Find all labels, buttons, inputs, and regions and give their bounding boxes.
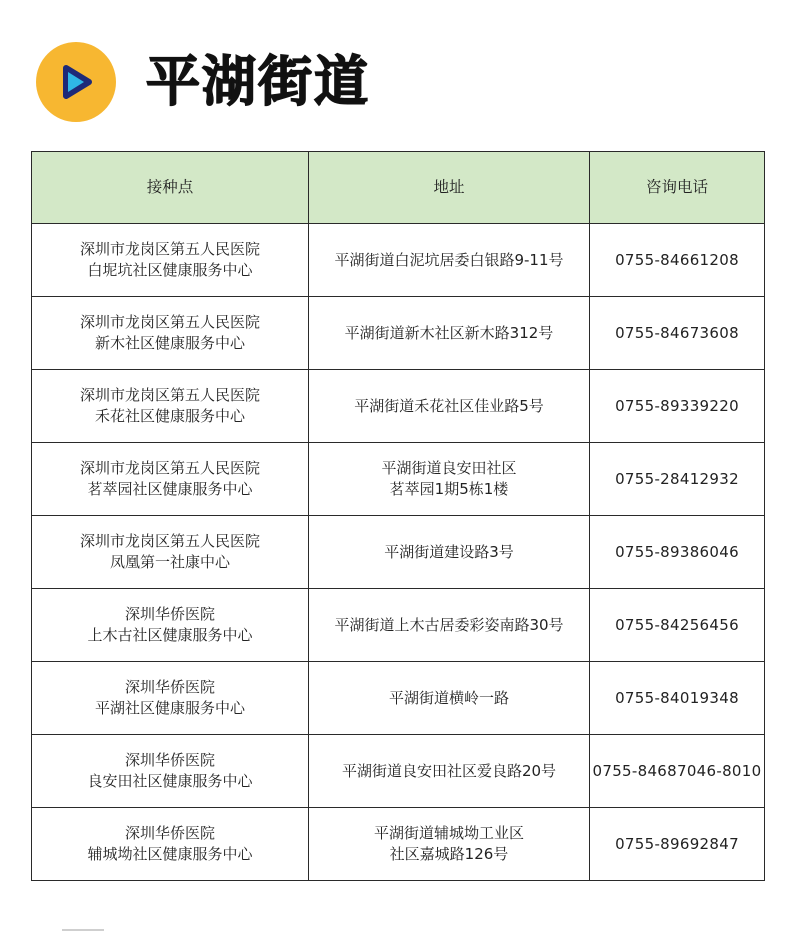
phone-cell: 0755-28412932: [590, 443, 765, 516]
address-line: 平湖街道辅城坳工业区: [373, 824, 524, 842]
address-line: 茗萃园1期5栋1楼: [389, 480, 509, 498]
address-line: 平湖街道禾花社区佳业路5号: [354, 396, 544, 415]
table-body: [32, 224, 765, 881]
table-row: [32, 662, 765, 735]
page-header: [36, 42, 370, 122]
address-cell: [309, 589, 590, 662]
play-badge: [36, 42, 116, 122]
site-cell: [32, 370, 309, 443]
address-cell: [309, 224, 590, 297]
address-cell: [309, 443, 590, 516]
play-icon: [56, 62, 96, 102]
table-row: [32, 370, 765, 443]
site-name-line: 白坭坑社区健康服务中心: [87, 261, 253, 279]
phone-cell: 0755-89339220: [590, 370, 765, 443]
address-cell: [309, 808, 590, 881]
address-cell: [309, 516, 590, 589]
table-row: [32, 297, 765, 370]
address-line: 平湖街道良安田社区: [381, 459, 517, 477]
address-line: 平湖街道上木古居委彩姿南路30号: [334, 615, 564, 634]
site-name-line: 深圳华侨医院: [124, 605, 215, 623]
site-name-line: 深圳市龙岗区第五人民医院: [79, 240, 260, 258]
site-name-line: 平湖社区健康服务中心: [94, 699, 245, 717]
site-cell: [32, 443, 309, 516]
address-line: 平湖街道良安田社区爱良路20号: [341, 761, 557, 780]
phone-cell: 0755-84661208: [590, 224, 765, 297]
phone-cell: 0755-84673608: [590, 297, 765, 370]
column-header-address: 地址: [309, 152, 590, 224]
address-cell: [309, 370, 590, 443]
column-header-site: 接种点: [32, 152, 309, 224]
site-cell: [32, 735, 309, 808]
table-header-row: [32, 152, 765, 224]
site-cell: [32, 808, 309, 881]
site-cell: [32, 516, 309, 589]
vaccination-sites-table: [31, 151, 765, 881]
phone-cell: 0755-89692847: [590, 808, 765, 881]
table-row: [32, 589, 765, 662]
site-name-line: 辅城坳社区健康服务中心: [87, 845, 253, 863]
phone-cell: 0755-89386046: [590, 516, 765, 589]
site-name-line: 凤凰第一社康中心: [109, 553, 230, 571]
table-row: [32, 808, 765, 881]
site-name-line: 良安田社区健康服务中心: [87, 772, 253, 790]
address-cell: [309, 735, 590, 808]
site-cell: [32, 589, 309, 662]
phone-cell: 0755-84019348: [590, 662, 765, 735]
address-line: 平湖街道新木社区新木路312号: [344, 323, 554, 342]
site-cell: [32, 297, 309, 370]
address-line: 平湖街道建设路3号: [384, 542, 514, 561]
site-name-line: 深圳市龙岗区第五人民医院: [79, 459, 260, 477]
table-row: [32, 443, 765, 516]
site-name-line: 深圳市龙岗区第五人民医院: [79, 386, 260, 404]
site-name-line: 深圳华侨医院: [124, 824, 215, 842]
site-name-line: 深圳市龙岗区第五人民医院: [79, 313, 260, 331]
site-name-line: 深圳华侨医院: [124, 751, 215, 769]
site-name-line: 茗萃园社区健康服务中心: [87, 480, 253, 498]
page-title: 平湖街道: [146, 50, 370, 113]
phone-cell: 0755-84687046-8010: [590, 735, 765, 808]
site-name-line: 新木社区健康服务中心: [94, 334, 245, 352]
phone-cell: 0755-84256456: [590, 589, 765, 662]
site-name-line: 深圳市龙岗区第五人民医院: [79, 532, 260, 550]
column-header-phone: 咨询电话: [590, 152, 765, 224]
site-name-line: 禾花社区健康服务中心: [94, 407, 245, 425]
site-cell: [32, 224, 309, 297]
address-line: 平湖街道横岭一路: [388, 688, 509, 707]
address-line: 社区嘉城路126号: [389, 845, 509, 863]
table-row: [32, 224, 765, 297]
site-name-line: 深圳华侨医院: [124, 678, 215, 696]
site-cell: [32, 662, 309, 735]
table-row: [32, 735, 765, 808]
site-name-line: 上木古社区健康服务中心: [87, 626, 253, 644]
table-row: [32, 516, 765, 589]
address-line: 平湖街道白泥坑居委白银路9-11号: [334, 250, 564, 269]
address-cell: [309, 297, 590, 370]
address-cell: [309, 662, 590, 735]
